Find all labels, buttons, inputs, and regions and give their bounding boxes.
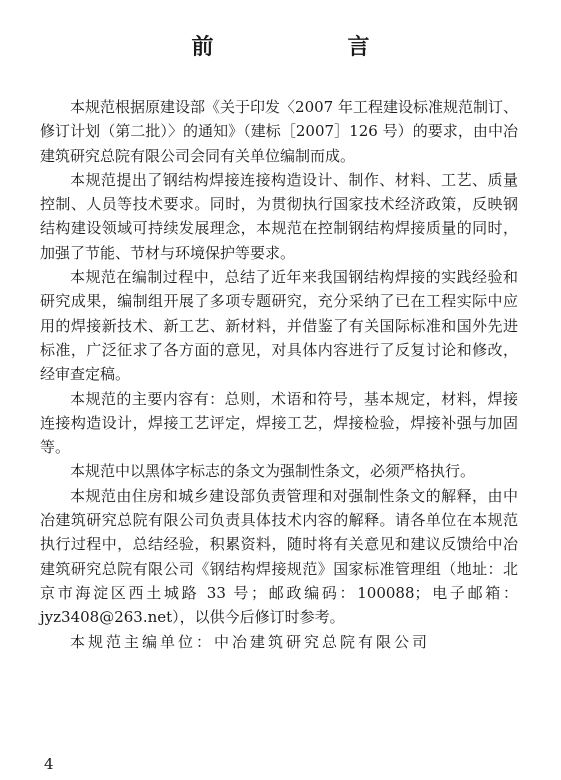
paragraph: 本规范提出了钢结构焊接连接构造设计、制作、材料、工艺、质量控制、人员等技术要求。同时，为贯彻执行国家技术经济政策，反映钢结构建设领域可持续发展理念，本规范在控制钢结构焊接质量的同时，加强了节能、节材与环境保护等要求。	[40, 170, 518, 262]
chief-editor-line: 本规范主编单位：中冶建筑研究总院有限公司	[70, 632, 431, 651]
paragraph: 本规范在编制过程中，总结了近年来我国钢结构焊接的实践经验和研究成果，编制组开展了多项专题研究，充分采纳了已在工程实际中应用的焊接新技术、新工艺、新材料，并借鉴了有关国际标准和国外先进标准，广泛征求了各方面的意见，对具体内容进行了反复讨论和修改，经审查定稿。	[40, 268, 518, 384]
page-title: 前 言	[191, 35, 426, 60]
paragraph: 本规范的主要内容有：总则，术语和符号，基本规定，材料，焊接连接构造设计，焊接工艺评定，焊接工艺，焊接检验，焊接补强与加固等。	[40, 389, 518, 457]
document-body	[40, 95, 518, 654]
page-number: 4	[44, 755, 54, 773]
paragraph: 本规范由住房和城乡建设部负责管理和对强制性条文的解释，由中冶建筑研究总院有限公司负责具体技术内容的解释。请各单位在本规范执行过程中，总结经验，积累资料，随时将有关意见和建议反馈给中冶建筑研究总院有限公司《钢结构焊接规范》国家标准管理组（地址：北京市海淀区西土城路 33 号；邮政编码：100088；电子邮箱：jyz3408@263.net），以供今后修订时参考。	[40, 486, 518, 627]
paragraph: 本规范中以黑体字标志的条文为强制性条文，必须严格执行。	[70, 462, 476, 481]
paragraph: 本规范根据原建设部《关于印发〈2007 年工程建设标准规范制订、修订计划（第二批）〉的通知》（建标［2007］126 号）的要求，由中冶建筑研究总院有限公司会同有关单位编制而成。	[40, 98, 518, 165]
